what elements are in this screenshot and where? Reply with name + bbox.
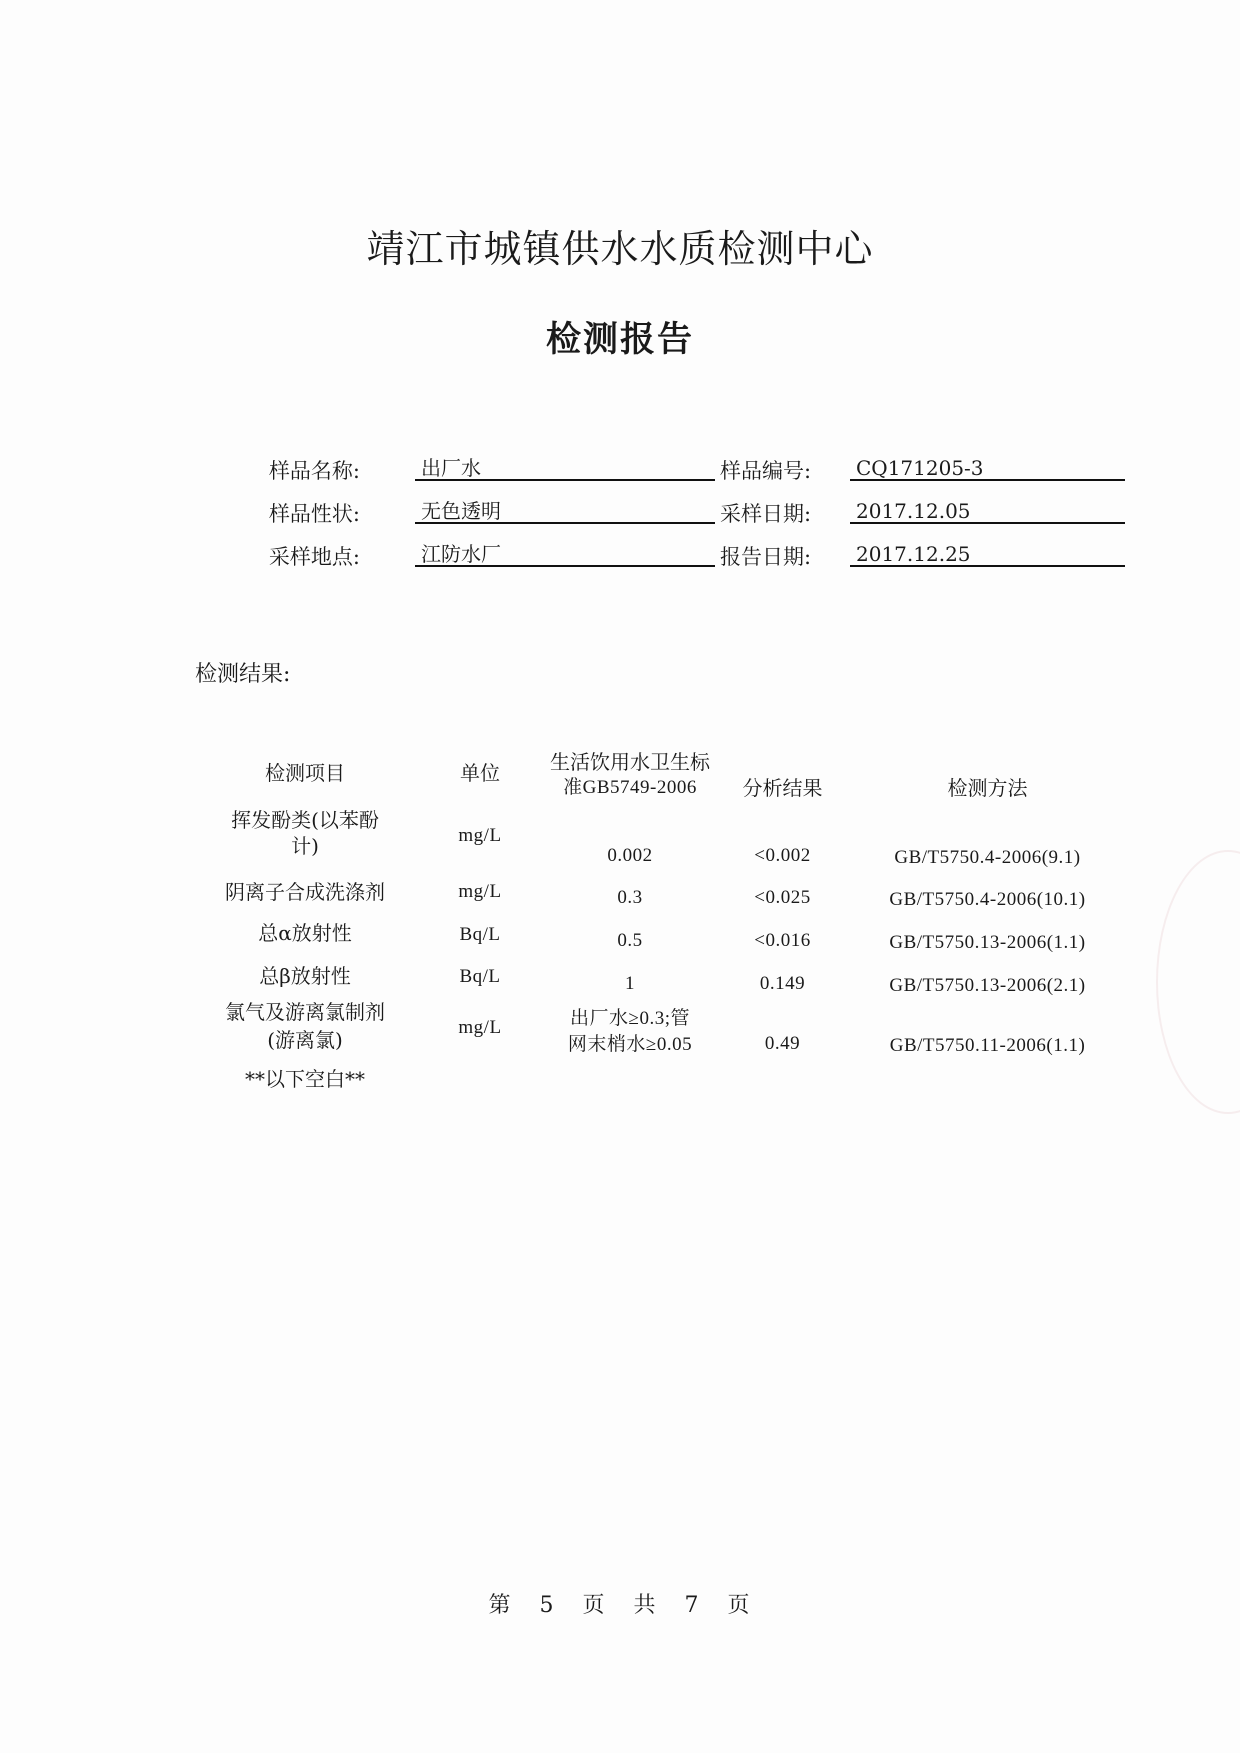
end-marker: **以下空白** [245,1067,365,1091]
row-unit: mg/L [458,1017,502,1038]
header-result: 分析结果 [742,776,823,800]
header-standard-line2: 准GB5749-2006 [563,777,697,798]
sample-name-label: 样品名称: [268,459,360,483]
header-method: 检测方法 [947,776,1028,800]
header-standard-line1: 生活饮用水卫生标 [550,750,710,774]
page-prefix: 第 [488,1593,513,1618]
total-pages: 7 [684,1593,701,1618]
row-method: GB/T5750.13-2006(1.1) [889,932,1086,953]
page-footer [0,1588,1240,1619]
sample-code-label: 样品编号: [720,459,812,483]
row-result: <0.025 [754,887,811,908]
row-method: GB/T5750.11-2006(1.1) [889,1035,1086,1056]
row-item-line2: (游离氯) [267,1028,343,1052]
header-unit: 单位 [460,761,500,785]
row-standard-line2: 网末梢水≥0.05 [567,1034,693,1055]
header-item: 检测项目 [265,761,345,785]
sample-property-value: 无色透明 [415,498,715,524]
sampling-location-label: 采样地点: [268,545,360,569]
row-result: <0.002 [754,845,811,866]
row-standard: 0.3 [617,887,643,908]
row-result: 0.49 [764,1033,801,1054]
row-unit: Bq/L [459,924,501,945]
row-item-line1: 总β放射性 [259,964,351,988]
row-standard: 1 [625,973,635,994]
results-section-title: 检测结果: [195,662,291,687]
sampling-location-value: 江防水厂 [415,541,715,567]
row-item-line1: 挥发酚类(以苯酚 [231,808,379,832]
row-item-line2: 计) [291,834,319,858]
row-unit: Bq/L [459,966,501,987]
row-standard: 0.002 [607,845,653,866]
row-item-line1: 氯气及游离氯制剂 [225,1000,385,1024]
report-date-label: 报告日期: [720,545,812,569]
seal-trace [1156,850,1240,1114]
page-number: 5 [539,1593,556,1618]
row-method: GB/T5750.4-2006(9.1) [894,847,1081,868]
sampling-date-value: 2017.12.05 [850,498,1125,524]
organization-name: 靖江市城镇供水水质检测中心 [366,227,874,271]
row-result: 0.149 [759,973,806,994]
row-unit: mg/L [458,825,502,846]
sample-code-value: CQ171205-3 [850,455,1125,481]
row-method: GB/T5750.13-2006(2.1) [889,975,1086,996]
total-prefix: 共 [633,1593,658,1618]
row-item-line1: 总α放射性 [258,921,352,945]
sample-name-value: 出厂水 [415,455,715,481]
document-title: 检测报告 [545,319,694,360]
sampling-date-label: 采样日期: [720,502,812,526]
page-word: 页 [582,1593,607,1618]
row-result: <0.016 [754,930,811,951]
row-method: GB/T5750.4-2006(10.1) [889,889,1086,910]
sample-property-label: 样品性状: [268,502,360,526]
total-word: 页 [727,1593,752,1618]
row-standard-line1: 出厂水≥0.3;管 [570,1008,690,1029]
report-date-value: 2017.12.25 [850,541,1125,567]
row-standard: 0.5 [617,930,643,951]
row-item-line1: 阴离子合成洗涤剂 [225,880,385,904]
row-unit: mg/L [458,881,502,902]
